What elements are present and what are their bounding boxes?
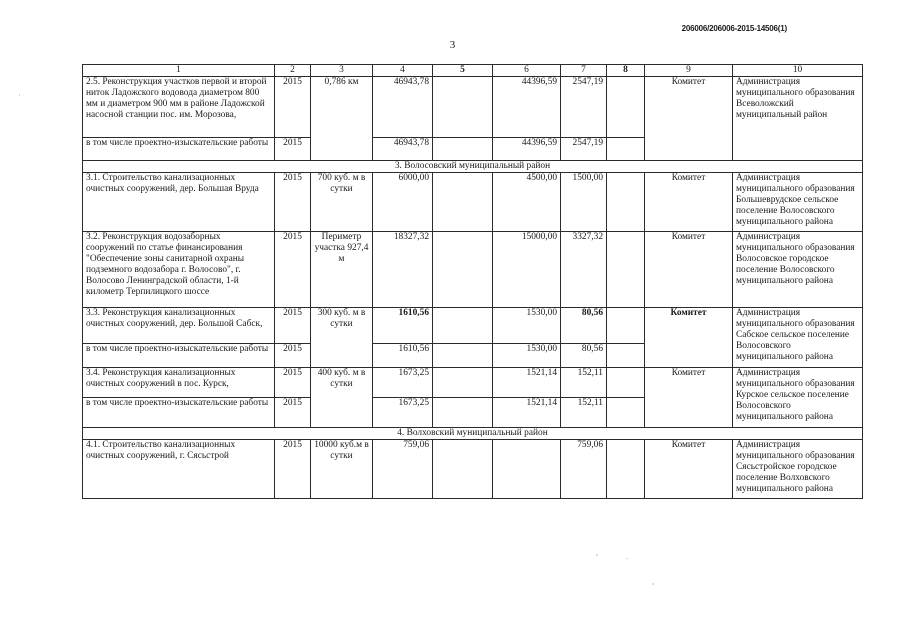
capacity-cell: 10000 куб.м в сутки [311, 440, 373, 499]
responsible-cell: Комитет [645, 368, 733, 428]
year-cell: 2015 [275, 138, 311, 161]
section-row [83, 428, 863, 440]
value-col7: 152,11 [561, 368, 607, 398]
responsible-cell: Комитет [645, 232, 733, 308]
administration-cell: Администрация муниципального образования Всеволожский муниципальный район [733, 77, 863, 161]
year-cell: 2015 [275, 368, 311, 398]
value-col6: 44396,59 [493, 77, 561, 138]
value-col7: 1500,00 [561, 173, 607, 232]
table-row [83, 173, 863, 232]
value-col4: 46943,78 [373, 138, 433, 161]
responsible-cell: Комитет [645, 308, 733, 368]
capacity-cell: 0,786 км [311, 77, 373, 138]
value-col7: 80,56 [561, 308, 607, 344]
administration-cell: Администрация муниципального образования Большеврудское сельское поселение Волосовского муниципального района [733, 173, 863, 232]
scan-speck [626, 558, 628, 559]
value-col8 [607, 398, 645, 428]
value-col8 [607, 344, 645, 368]
administration-cell: Администрация муниципального образования Волосовское городское поселение Волосовского муниципального района [733, 232, 863, 308]
column-header: 8 [607, 65, 645, 77]
column-header: 2 [275, 65, 311, 77]
project-name: 3.4. Реконструкция канализационных очистных сооружений в пос. Курск, [83, 368, 275, 398]
value-col6: 44396,59 [493, 138, 561, 161]
value-col6: 1530,00 [493, 344, 561, 368]
value-col5 [433, 138, 493, 161]
administration-cell: Администрация муниципального образования Сабское сельское поселение Волосовского муниципального района [733, 308, 863, 368]
value-col7: 759,06 [561, 440, 607, 499]
responsible-cell: Комитет [645, 173, 733, 232]
scan-speck [652, 583, 654, 585]
scan-speck [19, 94, 20, 96]
value-col5 [433, 173, 493, 232]
section-title: 4. Волховский муниципальный район [83, 428, 863, 440]
table-row [83, 232, 863, 308]
value-col5 [433, 344, 493, 368]
investment-table [82, 64, 863, 499]
administration-cell: Администрация муниципального образования Курское сельское поселение Волосовского муниципального района [733, 368, 863, 428]
project-name: 2.5. Реконструкция участков первой и второй ниток Ладожского водовода диаметром 800 мм и диаметром 900 мм в районе Ладожской насосной станции пос. им. Морозова, [83, 77, 275, 138]
value-col5 [433, 77, 493, 138]
value-col4: 18327,32 [373, 232, 433, 308]
value-col8 [607, 232, 645, 308]
capacity-cell [311, 138, 373, 161]
year-cell: 2015 [275, 398, 311, 428]
value-col5 [433, 232, 493, 308]
column-header: 6 [493, 65, 561, 77]
column-header: 1 [83, 65, 275, 77]
value-col6: 1521,14 [493, 398, 561, 428]
table-row [83, 308, 863, 344]
page-number: 3 [449, 39, 456, 51]
value-col8 [607, 173, 645, 232]
value-col8 [607, 368, 645, 398]
value-col4: 46943,78 [373, 77, 433, 138]
project-name: 3.2. Реконструкция водозаборных сооружений по статье финансирования "Обеспечение зоны санитарной охраны подземного водозабора г. Волосово", г. Волосово Ленинградской области, 1-й километр Терпилицкого шоссе [83, 232, 275, 308]
value-col6: 1521,14 [493, 368, 561, 398]
value-col4: 1673,25 [373, 398, 433, 428]
value-col8 [607, 440, 645, 499]
year-cell: 2015 [275, 440, 311, 499]
value-col6 [493, 440, 561, 499]
column-header: 10 [733, 65, 863, 77]
capacity-cell [311, 344, 373, 368]
scan-speck [596, 554, 598, 556]
table-row [83, 77, 863, 138]
capacity-cell: Периметр участка 927,4 м [311, 232, 373, 308]
table-row [83, 368, 863, 398]
value-col4: 1673,25 [373, 368, 433, 398]
project-name: 4.1. Строительство канализационных очистных сооружений, г. Сясьстрой [83, 440, 275, 499]
responsible-cell: Комитет [645, 440, 733, 499]
project-name: в том числе проектно-изыскательские работы [83, 344, 275, 368]
administration-cell: Администрация муниципального образования Сясьстройское городское поселение Волховского муниципального района [733, 440, 863, 499]
value-col7: 152,11 [561, 398, 607, 428]
value-col5 [433, 368, 493, 398]
year-cell: 2015 [275, 308, 311, 344]
column-header: 9 [645, 65, 733, 77]
value-col7: 3327,32 [561, 232, 607, 308]
value-col5 [433, 398, 493, 428]
capacity-cell [311, 398, 373, 428]
value-col6: 15000,00 [493, 232, 561, 308]
value-col4: 1610,56 [373, 344, 433, 368]
capacity-cell: 300 куб. м в сутки [311, 308, 373, 344]
year-cell: 2015 [275, 77, 311, 138]
project-name: в том числе проектно-изыскательские работы [83, 398, 275, 428]
section-title: 3. Волосовский муниципальный район [83, 161, 863, 173]
column-header: 7 [561, 65, 607, 77]
document-id: 206006/206006-2015-14506(1) [681, 24, 787, 33]
table-row [83, 440, 863, 499]
table-header-row [83, 65, 863, 77]
year-cell: 2015 [275, 232, 311, 308]
value-col5 [433, 308, 493, 344]
value-col7: 2547,19 [561, 77, 607, 138]
section-row [83, 161, 863, 173]
value-col7: 2547,19 [561, 138, 607, 161]
value-col4: 759,06 [373, 440, 433, 499]
value-col7: 80,56 [561, 344, 607, 368]
year-cell: 2015 [275, 173, 311, 232]
capacity-cell: 400 куб. м в сутки [311, 368, 373, 398]
responsible-cell: Комитет [645, 77, 733, 161]
value-col6: 1530,00 [493, 308, 561, 344]
column-header: 4 [373, 65, 433, 77]
value-col5 [433, 440, 493, 499]
project-name: в том числе проектно-изыскательские работы [83, 138, 275, 161]
value-col4: 6000,00 [373, 173, 433, 232]
value-col6: 4500,00 [493, 173, 561, 232]
value-col4: 1610,56 [373, 308, 433, 344]
year-cell: 2015 [275, 344, 311, 368]
project-name: 3.3. Реконструкция канализационных очистных сооружений, дер. Большой Сабск, [83, 308, 275, 344]
column-header: 5 [433, 65, 493, 77]
capacity-cell: 700 куб. м в сутки [311, 173, 373, 232]
column-header: 3 [311, 65, 373, 77]
value-col8 [607, 138, 645, 161]
project-name: 3.1. Строительство канализационных очистных сооружений, дер. Большая Вруда [83, 173, 275, 232]
value-col8 [607, 308, 645, 344]
value-col8 [607, 77, 645, 138]
